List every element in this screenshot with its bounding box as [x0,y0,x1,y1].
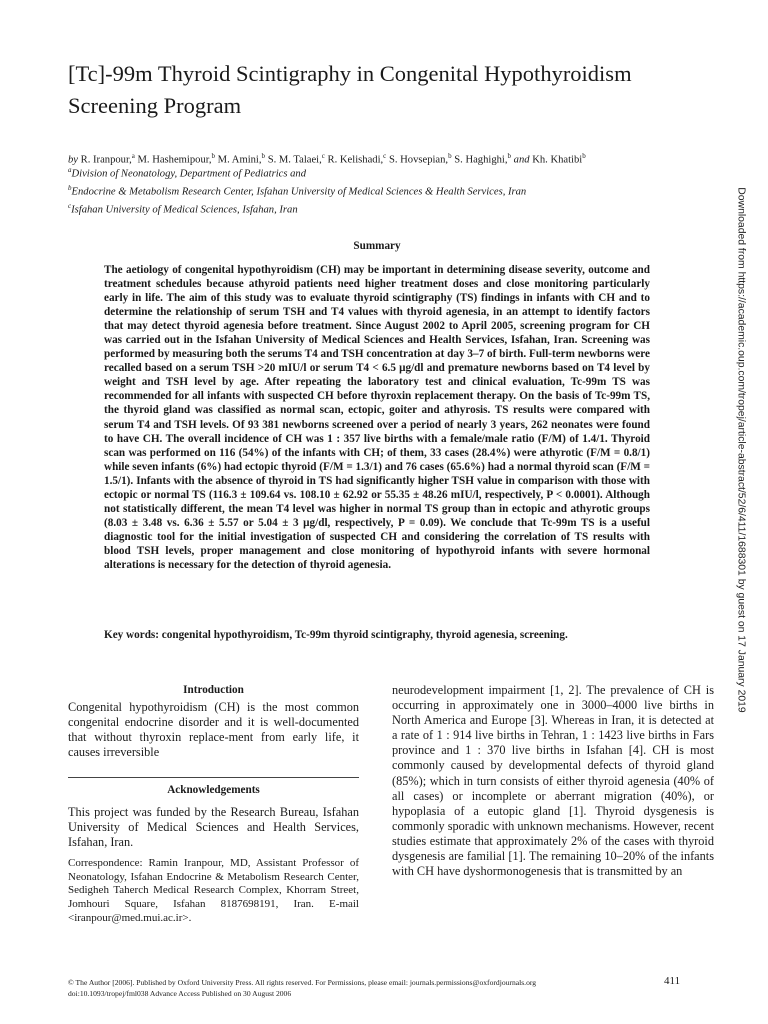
affiliation-a [68,164,708,181]
author: M. Amini, [217,154,262,166]
author-sup: b [261,152,266,160]
page-number: 411 [664,975,681,987]
introduction-heading: Introduction [183,684,244,696]
acknowledgements-text: This project was funded by the Research Bureau, Isfahan University of Medical Sciences and Health Services, Isfahan, Iran. [68,805,359,850]
author-sup: a [131,152,135,160]
introduction-section [68,684,359,760]
affiliation-sup: b [68,184,72,192]
summary-text: The aetiology of congenital hypothyroidism (CH) may be important in determining disease severity, outcome and treatment schedules because athyroid patients need higher treatment doses and close monitoring particularly early in life. The aim of this study was to evaluate thyroid scintigraphy (TS) findings in infants with CH and to determine the relationship of serum TSH and T4 values with thyroid agenesia, in an attempt to identify factors that may detect thyroid agenesia before treatment. Since August 2002 to April 2005, screening program for CH was carried out in the Isfahan University of Medical Sciences and Health Services, Isfahan, Iran. Screening was performed by measuring both the serums T4 and TSH concentration at day 3–7 of birth. Full-term newborns were recalled based on a serum TSH >20 mIU/l or serum T4 < 6.5 μg/dl and premature newborns based on T4 level by weight and TSH level by age. After repeating the laboratory test and clinical evaluation, Tc-99m TS was recommended for all infants with suspected CH before thyroxin replacement therapy. On the basis of Tc-99m TS, the thyroid gland was classified as normal scan, ectopic, goiter and athyrosis. TS results were compared with serum T4 and TSH levels. Of 93 381 newborns screened over a period of nearly 3 years, 262 neonates were found to have CH. The overall incidence of CH was 1 : 357 live births with a female/male ratio (F/M) of 1.4/1. Thyroid scan was performed on 116 (54%) of the infants with CH; of them, 33 cases (28.4%) were athyrotic (F/M = 0.8/1) while seven infants (6%) had ectopic thyroid (F/M = 1.3/1) and 76 cases (65.6%) had a normal thyroid scan (F/M = 1.5/1). Infants with the absence of thyroid in TS had significantly higher TSH value in comparison with those with ectopic or normal TS (116.3 ± 109.64 vs. 108.10 ± 62.92 or 55.35 ± 48.26 mIU/l, respectively, P < 0.0001). Although not statistically different, the mean T4 level was higher in normal TS group than in ectopic and athyrotic groups (8.03 ± 3.48 vs. 6.36 ± 5.57 or 5.04 ± 3 μg/dl, respectively, P = 0.09). We conclude that Tc-99m TS is a useful diagnostic tool for the initial investigation of suspected CH and considering the correlation of TS results with blood TSH levels, proper management and close monitoring of hypothyroid infants with severe hormonal alterations is necessary for the detection of thyroid agenesia. [104,264,650,571]
author: S. Haghighi, [454,154,508,166]
by-word: by [68,154,78,166]
author: M. Hashemipour, [137,154,212,166]
author: R. Kelishadi, [327,154,384,166]
affiliation-b [68,182,708,199]
author-sup: b [211,152,216,160]
doi-line: doi:10.1093/tropej/fml038 Advance Access Published on 30 August 2006 [68,989,292,998]
and-word: and [513,154,530,166]
introduction-continued: neurodevelopment impairment [1, 2]. The prevalence of CH is occurring in approximately one in 3000–4000 live births in North America and Europe [3]. Whereas in Iran, it is detected at a rate of 1 : 914 live births in Tehran, 1 : 1423 live births in Fars province and 1 : 370 live births in Isfahan [4]. CH is most commonly caused by developmental defects of thyroid gland (85%); which in turn consists of either thyroid agenesia (40% of all cases) or incomplete or aberrant migration (40%), or hypoplasia of a eutopic gland [1]. Thyroid dysgenesis is commonly sporadic with unknown mechanisms. However, recent studies estimate that approximately 2% of the cases with thyroid dysgenesis are familial [1]. The remaining 10–20% of the infants with CH have dyshormonogenesis that is transmitted by an [392,683,714,879]
acknowledgements-section [68,784,359,925]
affiliation-sup: a [68,166,72,174]
download-watermark-text: Downloaded from https://academic.oup.com/tropej/article-abstract/52/6/411/1688301 by guest on 17 January 2019 [735,187,747,713]
author-sup: c [383,152,387,160]
author-sup: b [448,152,452,160]
author: S. Hovsepian, [388,154,449,166]
correspondence-text: Correspondence: Ramin Iranpour, MD, Assistant Professor of Neonatology, Isfahan Endocrine & Metabolism Research Center, Sedigheh Taherch Medical Research Complex, Khorram Street, Jomhouri Square, Isfahan 8187698191, Iran. E-mail <iranpour@med.mui.ac.ir>. [68,857,359,924]
acknowledgements-heading: Acknowledgements [167,784,260,796]
summary-heading: Summary [353,240,401,252]
author-sup: b [582,152,586,160]
keywords: Key words: congenital hypothyroidism, Tc-99m thyroid scintigraphy, thyroid agenesia, screening. [104,629,568,641]
affiliation-text: Division of Neonatology, Department of Pediatrics and [71,168,307,180]
affiliation-text: Isfahan University of Medical Sciences, Isfahan, Iran [71,204,298,216]
author: R. Iranpour, [80,154,132,166]
column-divider [68,777,359,778]
introduction-text: Congenital hypothyroidism (CH) is the most common congenital endocrine disorder and it is well-documented that without thyroxin replace-ment from early life, it causes irreversible [68,700,359,760]
author-sup: b [507,152,512,160]
author: S. M. Talaei, [267,154,322,166]
affiliation-text: Endocrine & Metabolism Research Center, Isfahan University of Medical Sciences & Health Services, Iran [71,186,527,198]
author-sup: c [321,152,325,160]
copyright-line: © The Author [2006]. Published by Oxford University Press. All rights reserved. For Permissions, please email: journals.permissions@oxfordjournals.org [68,978,537,987]
author: Kh. Khatibi [532,154,583,166]
page-footer [68,977,708,999]
affiliation-c [68,200,708,217]
affiliation-sup: c [68,202,72,210]
paper-title: [Tc]-99m Thyroid Scintigraphy in Congenital Hypothyroidism Screening Program [68,61,632,118]
